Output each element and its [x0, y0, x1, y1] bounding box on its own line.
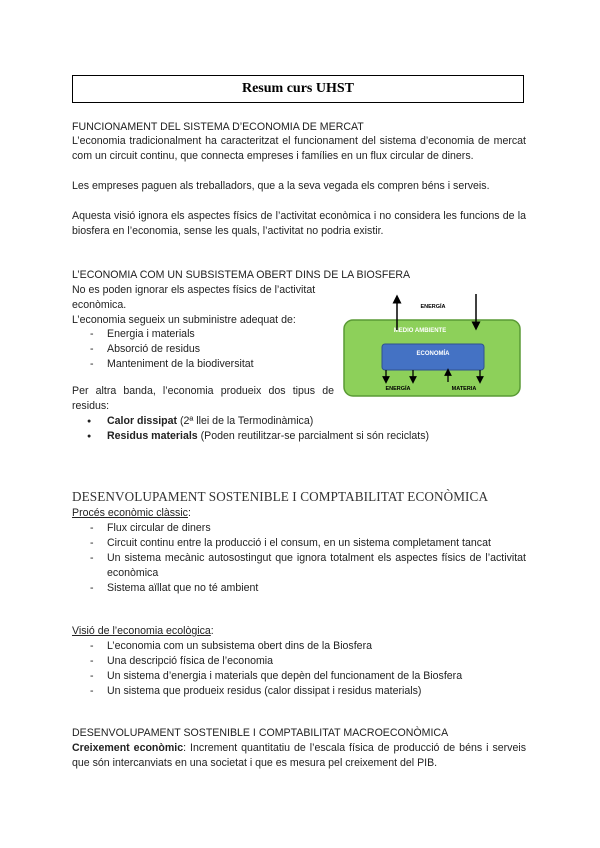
- list-item: - Un sistema que produeix residus (calor dissipat i residus materials): [72, 684, 526, 699]
- section2-residues-list: [72, 414, 532, 444]
- list-item: - Flux circular de diners: [72, 521, 526, 536]
- list-item: - Una descripció física de l’economia: [72, 654, 526, 669]
- section1-heading: FUNCIONAMENT DEL SISTEMA D’ECONOMIA DE MERCAT: [72, 121, 364, 133]
- bullet-term: Residus materials: [107, 430, 198, 442]
- materia-label: MATERIA: [451, 386, 477, 392]
- section3-heading: DESENVOLUPAMENT SOSTENIBLE I COMPTABILITAT ECONÒMICA: [72, 489, 489, 504]
- classic-process-list: [72, 521, 526, 596]
- list-item: - Sistema aïllat que no té ambient: [72, 581, 526, 596]
- list-item: - Un sistema d’energia i materials que depèn del funcionament de la Biosfera: [72, 669, 526, 684]
- economy-box: [382, 344, 484, 370]
- biosphere-diagram: [340, 290, 525, 402]
- section2-paragraph1: No es poden ignorar els aspectes físics de l’activitat econòmica.: [72, 284, 316, 311]
- section1-paragraph2: Les empreses paguen als treballadors, que a la seva vegada els compren béns i serveis.: [72, 180, 490, 192]
- economy-label: ECONOMÍA: [416, 351, 450, 357]
- section4-definition: [72, 741, 526, 771]
- list-item: - Circuit continu entre la producció i el consum, en un sistema completament tancat: [72, 536, 526, 551]
- list-item: - Energia i materials: [72, 327, 334, 342]
- definition-term: Creixement econòmic: [72, 742, 184, 754]
- list-item: - L’economia com un subsistema obert dins de la Biosfera: [72, 639, 526, 654]
- environment-label: MEDIO AMBIENTE: [393, 328, 447, 334]
- bullet-term: Calor dissipat: [107, 415, 178, 427]
- section2-needs-list: [72, 327, 334, 372]
- classic-process-label: Procés econòmic clàssic: [72, 507, 188, 519]
- energy-bottom-label: ENERGÍA: [385, 386, 411, 392]
- section3-subheading-ecological: Visió de l’economia ecològica:: [72, 625, 214, 637]
- section2-heading: L’ECONOMIA COM UN SUBSISTEMA OBERT DINS DE LA BIOSFERA: [72, 269, 411, 281]
- bullet-text: (Poden reutilitzar-se parcialment si són reciclats): [197, 430, 430, 442]
- section1-paragraph3: Aquesta visió ignora els aspectes físics de l’activitat econòmica i no considera les funcions de la biosfera en l’economia, sense les quals, l’activitat no podria existir.: [72, 210, 526, 237]
- energy-top-label: ENERGÍA: [420, 304, 446, 310]
- section2-paragraph3: Per altra banda, l’economia produeix dos tipus de residus:: [72, 385, 334, 412]
- list-item: - Absorció de residus: [72, 342, 334, 357]
- list-item: [72, 429, 532, 444]
- bullet-text: (2ª llei de la Termodinàmica): [177, 415, 314, 427]
- definition-text: : Increment quantitatiu de l’escala física de producció de béns i serveis que són intercanviats en una societat i que es mesura pel creixement del PIB.: [72, 742, 527, 769]
- section1-paragraph1: L’economia tradicionalment ha caracteritzat el funcionament del sistema d’economia de mercat com un circuit continu, que connecta empreses i famílies en un flux circular de diners.: [72, 135, 526, 162]
- list-item: [72, 414, 532, 429]
- section2-paragraph2: L’economia segueix un subministre adequat de:: [72, 314, 296, 326]
- list-item: - Manteniment de la biodiversitat: [72, 357, 334, 372]
- section3-subheading-classic: Procés econòmic clàssic:: [72, 507, 191, 519]
- section4-heading: DESENVOLUPAMENT SOSTENIBLE I COMPTABILITAT MACROECONÒMICA: [72, 727, 449, 739]
- ecological-vision-list: [72, 639, 526, 699]
- document-title: Resum curs UHST: [72, 75, 524, 103]
- list-item: - Un sistema mecànic autosostingut que ignora totalment els aspectes físics de l’activitat econòmica: [72, 551, 526, 581]
- ecological-vision-label: Visió de l’economia ecològica: [72, 625, 211, 637]
